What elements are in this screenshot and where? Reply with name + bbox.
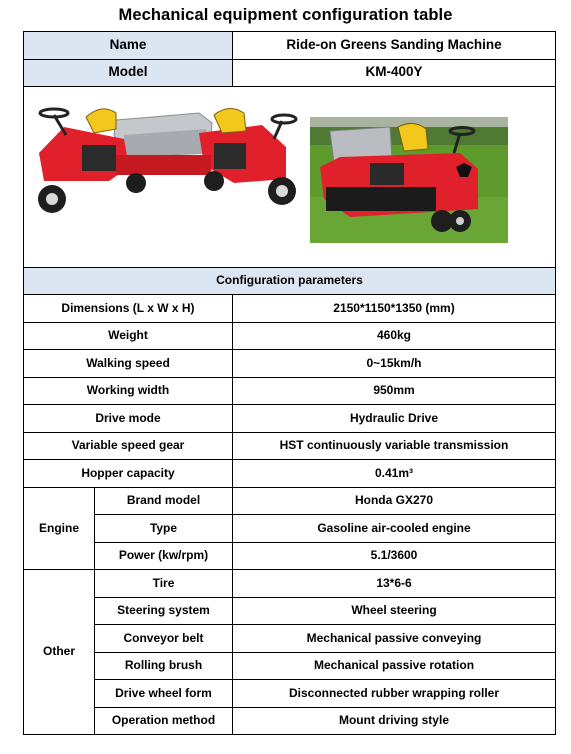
- param-value: 950mm: [233, 377, 556, 405]
- model-value: KM-400Y: [233, 59, 556, 87]
- other-row: [24, 680, 556, 708]
- photo-row: [24, 87, 556, 268]
- other-row: [24, 625, 556, 653]
- other-row: [24, 707, 556, 735]
- other-label: Drive wheel form: [95, 680, 233, 708]
- param-value: 0.41m³: [233, 460, 556, 488]
- engine-row: [24, 487, 556, 515]
- other-value: Mount driving style: [233, 707, 556, 735]
- param-row: [24, 405, 556, 433]
- param-row: [24, 295, 556, 323]
- param-row: [24, 432, 556, 460]
- name-value: Ride-on Greens Sanding Machine: [233, 32, 556, 60]
- name-row: [24, 32, 556, 60]
- engine-label: Brand model: [95, 487, 233, 515]
- engine-group-label: Engine: [24, 487, 95, 570]
- configuration-table: [23, 31, 556, 735]
- param-label: Variable speed gear: [24, 432, 233, 460]
- other-label: Conveyor belt: [95, 625, 233, 653]
- photo-cell: [24, 87, 556, 268]
- param-label: Walking speed: [24, 350, 233, 378]
- model-label: Model: [24, 59, 233, 87]
- param-label: Working width: [24, 377, 233, 405]
- name-label: Name: [24, 32, 233, 60]
- param-row: [24, 460, 556, 488]
- other-label: Tire: [95, 570, 233, 598]
- engine-value: Gasoline air-cooled engine: [233, 515, 556, 543]
- param-value: HST continuously variable transmission: [233, 432, 556, 460]
- engine-label: Power (kw/rpm): [95, 542, 233, 570]
- other-row: [24, 597, 556, 625]
- other-label: Rolling brush: [95, 652, 233, 680]
- model-row: [24, 59, 556, 87]
- engine-value: Honda GX270: [233, 487, 556, 515]
- param-value: 460kg: [233, 322, 556, 350]
- param-value: Hydraulic Drive: [233, 405, 556, 433]
- section-row: [24, 268, 556, 295]
- param-label: Drive mode: [24, 405, 233, 433]
- other-value: Mechanical passive rotation: [233, 652, 556, 680]
- other-value: Wheel steering: [233, 597, 556, 625]
- machine-photo-field: [310, 117, 508, 243]
- other-value: Disconnected rubber wrapping roller: [233, 680, 556, 708]
- engine-value: 5.1/3600: [233, 542, 556, 570]
- engine-label: Type: [95, 515, 233, 543]
- param-row: [24, 322, 556, 350]
- engine-row: [24, 542, 556, 570]
- other-value: 13*6-6: [233, 570, 556, 598]
- machine-photo-front: [24, 95, 299, 221]
- other-label: Steering system: [95, 597, 233, 625]
- page-title: Mechanical equipment configuration table: [118, 6, 453, 24]
- other-value: Mechanical passive conveying: [233, 625, 556, 653]
- other-group-label: Other: [24, 570, 95, 735]
- other-label: Operation method: [95, 707, 233, 735]
- param-label: Hopper capacity: [24, 460, 233, 488]
- param-value: 0~15km/h: [233, 350, 556, 378]
- param-row: [24, 350, 556, 378]
- other-row: [24, 570, 556, 598]
- engine-row: [24, 515, 556, 543]
- param-label: Dimensions (L x W x H): [24, 295, 233, 323]
- section-title: Configuration parameters: [24, 268, 556, 295]
- param-value: 2150*1150*1350 (mm): [233, 295, 556, 323]
- other-row: [24, 652, 556, 680]
- param-row: [24, 377, 556, 405]
- param-label: Weight: [24, 322, 233, 350]
